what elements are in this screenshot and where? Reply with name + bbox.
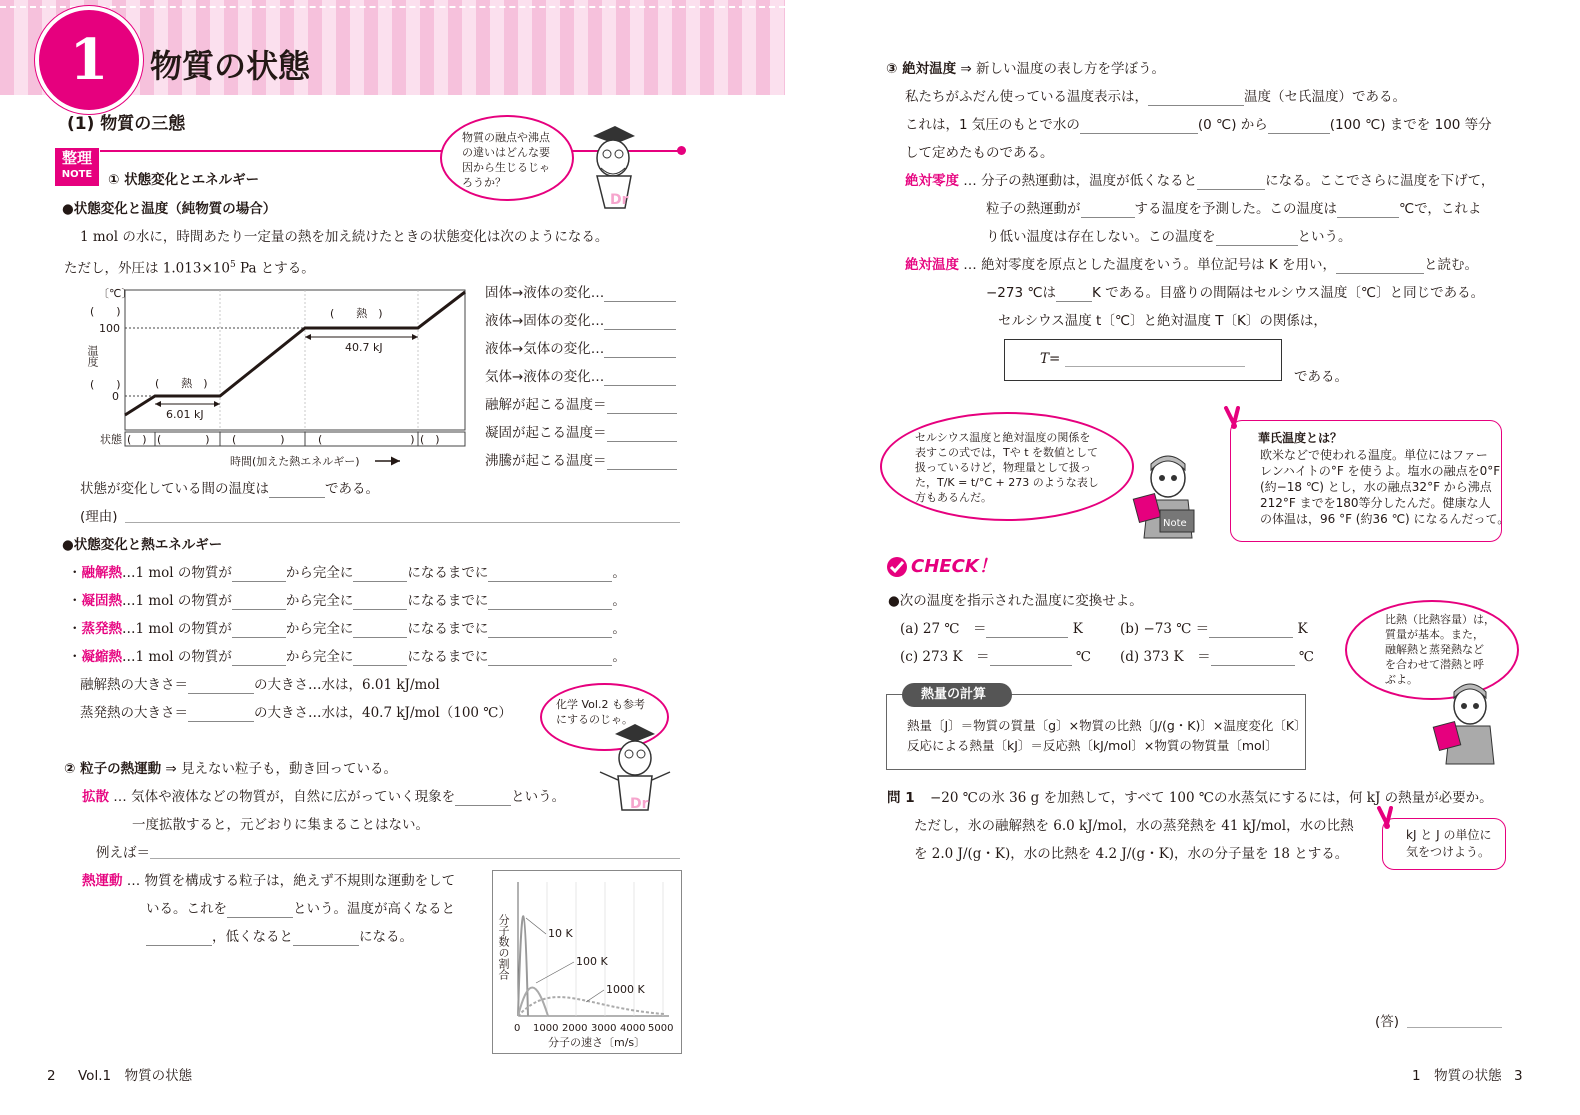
subsection-title: ① 状態変化とエネルギー [108,172,260,188]
speech-bubble-boy-text [915,430,1099,505]
text-span: ② 粒子の熱運動 [64,761,162,777]
tip-line: kJ と J の単位に [1406,828,1492,842]
text-span: (c) 273 K ＝ [900,649,990,665]
dist-tick: 2000 [562,1023,588,1034]
graph-state-cell: ( ) [157,433,210,446]
term: 絶対温度 [905,257,959,273]
answer-blank[interactable] [604,371,676,386]
bubble-line: ろうか？ [462,176,506,189]
bubble-line: 化学 Vol.2 も参考 [556,698,645,711]
abs-zero-line [986,200,1481,218]
answer-blank[interactable] [455,791,511,806]
bubble-line: 融解熱と蒸発熱など [1385,643,1484,656]
chapter-title: 物質の状態 [150,47,311,85]
text-span: ℃で，これよ [1399,201,1482,217]
bullet-heading: ●状態変化と温度（純物質の場合） [62,201,277,217]
check-question: ●次の温度を指示された温度に変換せよ。 [888,593,1143,609]
answer-blank[interactable] [604,315,676,330]
doctor-character [590,720,680,815]
bubble-line: 方もあるんだ。 [915,491,992,504]
text-span: 。 [612,593,626,609]
dist-tick: 1000 [533,1023,559,1034]
dist-tick: 0 [514,1023,521,1034]
answer-blank[interactable] [1080,119,1198,134]
thermal-line [146,928,413,946]
text-span: 。 [612,621,626,637]
answer-blank[interactable] [146,931,212,946]
term: 拡散 [82,789,109,805]
note-rule-dot [677,146,686,155]
text-span: …1 mol の物質が [122,593,232,609]
graph-x-label: 時間(加えた熱エネルギー) [230,455,360,468]
paragraph-line: 一度拡散すると，元どおりに集まることはない。 [132,817,429,833]
check-item [900,620,1083,638]
graph-y-blank: ( ) [90,378,121,391]
dist-curve-label: 1000 K [606,983,645,996]
text-span: になるまでに [407,649,489,665]
paragraph-line [64,256,315,278]
answer-blank[interactable] [1056,287,1092,302]
footer-text: 1 物質の状態 [1412,1068,1502,1084]
superscript: 5 [229,260,236,270]
text-span: という。温度が高くなると [293,901,455,917]
text-span: ⇒ 見えない粒子も，動き回っている。 [161,761,398,777]
bubble-line: の違いはどんな要 [462,146,550,159]
change-label: 液体→固体の変化… [485,313,605,329]
section-title: (1) 物質の三態 [67,114,186,134]
bubble-line: 物質の融点や沸点 [462,131,550,144]
note-line: 欧米などで使われる温度。単位にはファー [1260,448,1488,462]
text-span: になる。ここでさらに温度を下げて， [1265,173,1495,189]
answer-blank[interactable] [1209,623,1293,638]
text-span: … 絶対零度を原点とした温度をいう。単位記号は K を用い， [959,257,1337,273]
answer-blank[interactable] [604,287,676,302]
change-label: 凝固が起こる温度＝ [485,425,607,441]
text-span: (d) 373 K ＝ [1120,649,1211,665]
text-span: いる。これを [146,901,227,917]
dist-tick: 3000 [591,1023,617,1034]
answer-blank[interactable] [293,931,359,946]
answer-blank[interactable] [1197,175,1265,190]
formula-end: である。 [1294,369,1348,385]
note-badge-top: 整理 [61,149,92,167]
text-span: ③ 絶対温度 [886,61,957,77]
text-span: から完全に [285,593,354,609]
answer-blank[interactable] [986,623,1068,638]
bubble-line: 比熱（比熱容量）は， [1385,613,1495,626]
heat-term: 融解熱 [81,565,122,581]
answer-label: (答) [1375,1014,1400,1030]
bubble-line: 扱っているけど，物理量として扱っ [915,461,1091,474]
change-label: 沸騰が起こる温度＝ [485,453,607,469]
answer-blank[interactable] [488,567,612,582]
bullet-heading: ●状態変化と熱エネルギー [62,537,223,553]
heat-row: ・凝縮熱…1 mol の物質が から完全に になるまでに 。 [68,649,626,665]
fahrenheit-title: 華氏温度とは？ [1258,431,1343,445]
abs-zero-line [905,172,1494,190]
paragraph-line: 1 mol の水に，時間あたり一定量の熱を加え続けたときの状態変化は次のようになる。 [80,229,609,245]
text-span: 融解熱の大きさ＝ [80,677,188,693]
svg-text:Dr: Dr [610,192,629,208]
pin-icon [1222,406,1246,434]
text-span: … 分子の熱運動は，温度が低くなると [959,173,1198,189]
answer-blank[interactable] [488,623,612,638]
heat-row: ・融解熱…1 mol の物質が から完全に になるまでに 。 [68,565,626,581]
graph-y-label: 温度 [86,345,99,367]
change-item[interactable] [485,368,676,386]
text-span: 。 [612,649,626,665]
note-line: の体温は，96 °F (約36 ℃) になるんだって。 [1260,512,1510,526]
change-label: 固体→液体の変化… [485,285,605,301]
text-span: から完全に [285,649,354,665]
change-item[interactable] [485,396,677,414]
question-text: −20 ℃の氷 36 g を加熱して，すべて 100 ℃の水蒸気にするには，何 kJ の熱量が必要か。 [930,790,1493,806]
abs-zero-line [986,228,1352,246]
note-badge [55,148,99,186]
text-span: …1 mol の物質が [122,565,232,581]
answer-blank[interactable] [607,427,677,442]
change-item[interactable] [485,340,676,358]
answer-blank[interactable] [188,707,254,722]
text-span: これは，1 気圧のもとで水の [905,117,1080,133]
temp-line [80,480,379,498]
speech-bubble-doctor-text [462,130,562,190]
example-label: 例えば＝ [96,845,150,861]
question-text: ただし，氷の融解熱を 6.0 kJ/mol，水の蒸発熱を 41 kJ/mol，水の比熱 [914,818,1354,834]
graph-state-cell: ( ) [232,433,285,446]
change-item[interactable] [485,312,676,330]
unit: ℃ [1075,649,1091,665]
text-span: 蒸発熱の大きさ＝ [80,705,188,721]
text-span: −273 ℃は [986,285,1057,301]
graph-y-unit: 〔℃〕 [98,287,133,300]
answer-blank[interactable] [1081,203,1135,218]
boy-book-label: Note [1163,518,1187,529]
heat-term: 蒸発熱 [81,621,122,637]
change-label: 融解が起こる温度＝ [485,397,607,413]
text-span: (b) −73 ℃ ＝ [1120,621,1210,637]
dist-tick: 5000 [648,1023,674,1034]
text-span: ，低くなると [212,929,293,945]
answer-blank[interactable] [353,567,407,582]
answer-blank[interactable] [604,343,676,358]
dist-curve-label: 10 K [548,927,573,940]
paragraph-line [905,116,1492,134]
change-label: 気体→液体の変化… [485,369,605,385]
text-span: と読む。 [1424,257,1479,273]
text-span: になるまでに [407,593,489,609]
thermal-line [146,900,455,918]
text-span: から完全に [285,621,354,637]
answer-blank[interactable] [488,651,612,666]
heat-calc-title: 熱量の計算 [921,687,987,702]
unit: K [1297,621,1308,637]
formula-label: T= [1040,351,1061,367]
bubble-line: を合わせて潜熱と呼 [1385,658,1484,671]
text-span: (0 ℃) から [1197,117,1268,133]
dist-x-label: 分子の速さ〔m/s〕 [548,1036,646,1049]
text-span: になる。 [359,929,413,945]
text-span: する温度を予測した。この温度は [1134,201,1337,217]
answer-blank[interactable] [1211,651,1295,666]
text-span: 。 [612,565,626,581]
answer-blank[interactable] [1148,91,1244,106]
subsection-title-3 [886,60,1165,78]
text-span: になるまでに [407,565,489,581]
answer-blank[interactable] [232,651,286,666]
dist-curve-label: 100 K [576,955,608,968]
graph-heat-value: 40.7 kJ [345,341,383,354]
bubble-line: 表すこの式では，Tや t を数値として [915,446,1099,459]
chapter-number-circle [35,6,143,114]
heat-row: ・凝固熱…1 mol の物質が から完全に になるまでに 。 [68,593,626,609]
answer-blank[interactable] [232,595,286,610]
graph-state-label: 状態 [100,433,122,446]
graph-heat-label: ( 熱 ) [330,307,383,320]
term: 熱運動 [82,873,123,889]
text-span: という。 [511,789,566,805]
paragraph-line: して定めたものである。 [905,145,1054,161]
answer-blank[interactable] [488,595,612,610]
text-span: になるまでに [407,621,489,637]
question-text: を 2.0 J/(g・K)，水の比熱を 4.2 J/(g・K)，水の分子量を 18 とする。 [914,846,1349,862]
text-span: 私たちがふだん使っている温度表示は， [905,89,1148,105]
abs-temp-line [986,284,1484,302]
text-span: … 気体や液体などの物質が，自然に広がっていく現象を [109,789,456,805]
text-span: ⇒ 新しい温度の表し方を学ぼう。 [956,61,1166,77]
answer-blank[interactable] [353,595,407,610]
question-label: 問 1 [887,790,915,806]
heat-term: 凝縮熱 [81,649,122,665]
size-line [80,704,512,722]
answer-blank[interactable] [269,483,325,498]
graph-y-blank: ( ) [90,305,121,318]
paragraph-line [905,88,1406,106]
doctor-character [575,118,650,213]
chapter-number: 1 [69,27,109,93]
bubble-line: 質量が基本。また， [1385,628,1484,641]
heat-calc-formula: 熱量〔J〕＝物質の質量〔g〕×物質の比熱〔J/(g・K)〕×温度変化〔K〕 [907,718,1307,733]
page-number: 2 [47,1068,56,1084]
note-badge-bottom: NOTE [61,169,93,180]
text-span: ただし，外圧は 1.013×10 [64,260,230,277]
text-span: Pa とする。 [235,260,315,277]
page-number: 3 [1514,1068,1523,1084]
check-item [1120,620,1308,638]
text-span: の大きさ…水は，6.01 kJ/mol [254,677,440,693]
answer-blank[interactable] [232,567,286,582]
unit: K [1072,621,1083,637]
graph-y-0: 0 [112,390,119,403]
chapter-header-stitch [0,6,785,8]
example-blank[interactable] [150,858,680,859]
answer-blank[interactable] [188,679,254,694]
unit: ℃ [1298,649,1315,665]
subsection-title-2 [64,760,397,778]
tip-line: 気をつけよう。 [1406,845,1491,859]
speech-bubble-boy-text [1385,612,1495,687]
text-span: の大きさ…水は，40.7 kJ/mol（100 ℃） [254,705,512,721]
answer-blank[interactable] [1336,259,1424,274]
graph-y-100: 100 [99,322,120,335]
answer-blank[interactable] [607,455,677,470]
check-heading: CHECK！ [911,556,997,577]
text-span: から完全に [285,565,354,581]
text-span: である。 [325,481,379,497]
text-span: という。 [1297,229,1352,245]
bubble-line: た，T/K = t/°C + 273 のような表し [915,476,1099,489]
text-span: 温度（セ氏温度）である。 [1244,89,1406,105]
dist-y-label: 分子数の割合 [497,914,510,980]
bubble-line: ぶよ。 [1385,673,1418,686]
fahrenheit-text [1260,447,1509,527]
boy-character [1430,680,1505,765]
heat-calc-formula: 反応による熱量〔kJ〕＝反応熱〔kJ/mol〕×物質の物質量〔mol〕 [907,738,1278,753]
graph-heat-label: ( 熱 ) [155,377,208,390]
right-page [790,0,1580,1115]
pin-icon [1375,806,1399,834]
dist-tick: 4000 [620,1023,646,1034]
speed-distribution-graph [514,878,674,1020]
note-line: (約−18 ℃) とし，水の融点32°F から沸点 [1260,480,1492,494]
tip-text [1406,827,1491,861]
text-span: 粒子の熱運動が [986,201,1081,217]
text-span: …1 mol の物質が [122,621,232,637]
change-item[interactable] [485,452,677,470]
term: 絶対零度 [905,173,959,189]
answer-blank[interactable] [1216,231,1298,246]
heat-row: ・蒸発熱…1 mol の物質が から完全に になるまでに 。 [68,621,626,637]
text-span: … 物質を構成する粒子は，絶えず不規則な運動をして [122,873,456,889]
answer-blank[interactable] [227,903,293,918]
bubble-line: にするのじゃ。 [556,713,633,726]
check-item [900,648,1091,666]
reason-label: (理由) [80,509,118,525]
note-line: 212°F までを180等分したんだ。健康な人 [1260,496,1491,510]
text-span: …1 mol の物質が [122,649,232,665]
check-item [1120,648,1314,666]
text-span: K である。目盛りの間隔はセルシウス温度〔℃〕と同じである。 [1092,285,1485,301]
answer-blank[interactable] [1407,1027,1502,1028]
answer-blank[interactable] [1337,203,1399,218]
text-span: (a) 27 ℃ ＝ [900,621,987,637]
text-span: 状態が変化している間の温度は [80,481,269,497]
graph-state-cell: ( ) [420,433,440,446]
diffusion-line [82,788,565,806]
answer-blank[interactable] [607,399,677,414]
answer-blank[interactable] [990,651,1072,666]
bubble-line: セルシウス温度と絶対温度の関係を [915,431,1091,444]
formula-blank[interactable] [1065,366,1245,367]
check-icon [886,556,908,578]
reason-blank[interactable] [125,522,680,523]
size-line [80,676,440,694]
graph-state-cell: ( ) [127,433,147,446]
graph-heat-value: 6.01 kJ [166,408,204,421]
answer-blank[interactable] [353,623,407,638]
paragraph-line: セルシウス温度 t〔℃〕と絶対温度 T〔K〕の関係は， [998,313,1327,329]
text-span: り低い温度は存在しない。この温度を [986,229,1216,245]
abs-temp-line [905,256,1478,274]
footer-text: Vol.1 物質の状態 [78,1068,193,1084]
change-item[interactable] [485,284,676,302]
thermal-line [82,872,455,890]
heat-term: 凝固熱 [81,593,122,609]
note-line: レンハイトの°F を使うよ。塩水の融点を0°F [1260,464,1501,478]
answer-blank[interactable] [232,623,286,638]
answer-blank[interactable] [353,651,407,666]
svg-text:Dr: Dr [630,796,649,812]
change-label: 液体→気体の変化… [485,341,605,357]
graph-state-cell: ( ) [318,433,415,446]
text-span: (100 ℃) までを 100 等分 [1329,117,1492,133]
bubble-line: 因から生じるじゃ [462,161,550,174]
change-item[interactable] [485,424,677,442]
answer-blank[interactable] [1268,119,1330,134]
